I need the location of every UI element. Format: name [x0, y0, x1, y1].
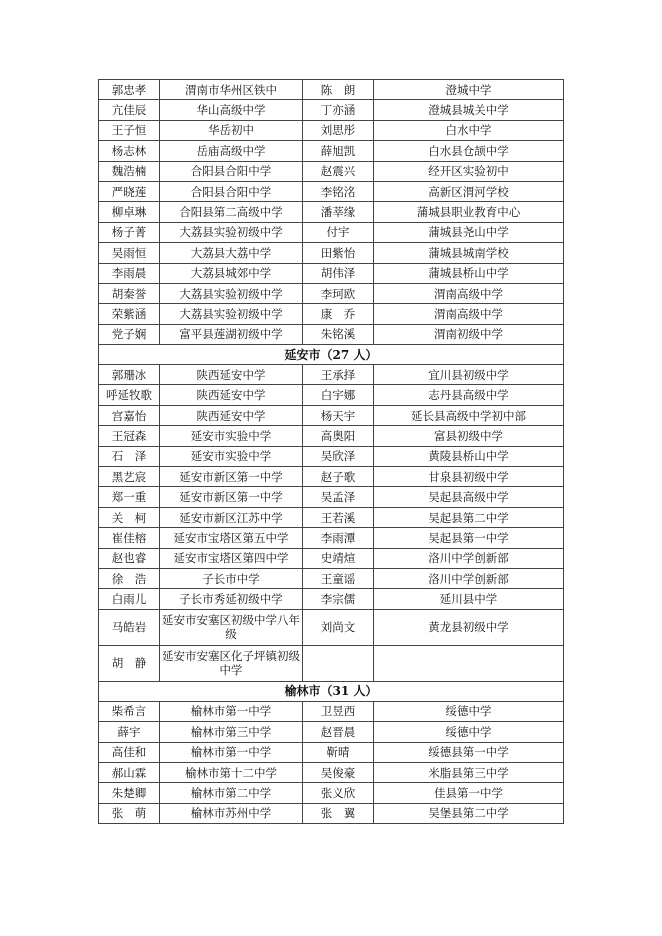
student-name-cell: 郑一重 — [99, 487, 160, 507]
school-name-cell: 榆林市第一中学 — [160, 701, 303, 721]
table-row — [99, 589, 564, 609]
student-name-cell: 李雨晨 — [99, 263, 160, 283]
table-row — [99, 426, 564, 446]
student-name-cell: 马皓岩 — [99, 609, 160, 645]
school-name-cell: 延安市新区江苏中学 — [160, 507, 303, 527]
school-name-cell — [374, 645, 564, 681]
table-row — [99, 304, 564, 324]
student-name-cell: 史靖煊 — [303, 548, 374, 568]
student-name-cell: 张义欣 — [303, 783, 374, 803]
table-row — [99, 161, 564, 181]
table-row — [99, 507, 564, 527]
school-name-cell: 富县初级中学 — [374, 426, 564, 446]
student-table-body — [99, 80, 564, 824]
school-name-cell: 子长市中学 — [160, 568, 303, 588]
student-name-cell: 丁亦涵 — [303, 100, 374, 120]
school-name-cell: 陕西延安中学 — [160, 405, 303, 425]
student-name-cell: 亢佳辰 — [99, 100, 160, 120]
student-name-cell: 李宗儒 — [303, 589, 374, 609]
student-name-cell: 胡秦誉 — [99, 283, 160, 303]
school-name-cell: 高新区渭河学校 — [374, 181, 564, 201]
student-name-cell: 郝山霖 — [99, 762, 160, 782]
student-name-cell: 李铭洺 — [303, 181, 374, 201]
school-name-cell: 延安市宝塔区第四中学 — [160, 548, 303, 568]
student-name-cell: 靳晴 — [303, 742, 374, 762]
school-name-cell: 吴起县第二中学 — [374, 507, 564, 527]
table-row — [99, 202, 564, 222]
student-name-cell: 白宇娜 — [303, 385, 374, 405]
school-name-cell: 华岳初中 — [160, 120, 303, 140]
school-name-cell: 岳庙高级中学 — [160, 141, 303, 161]
school-name-cell: 华山高级中学 — [160, 100, 303, 120]
student-name-cell: 党子娴 — [99, 324, 160, 344]
student-name-cell: 王承择 — [303, 365, 374, 385]
school-name-cell: 合阳县合阳中学 — [160, 181, 303, 201]
student-name-cell: 崔佳榕 — [99, 528, 160, 548]
table-row — [99, 80, 564, 100]
student-name-cell: 王童谣 — [303, 568, 374, 588]
table-row — [99, 141, 564, 161]
table-row — [99, 324, 564, 344]
table-row — [99, 283, 564, 303]
student-name-cell: 石 泽 — [99, 446, 160, 466]
table-row — [99, 548, 564, 568]
student-name-cell: 李雨潭 — [303, 528, 374, 548]
student-name-cell: 胡 静 — [99, 645, 160, 681]
school-name-cell: 佳县第一中学 — [374, 783, 564, 803]
student-name-cell: 杨天宇 — [303, 405, 374, 425]
school-name-cell: 大荔县大荔中学 — [160, 243, 303, 263]
table-row — [99, 100, 564, 120]
school-name-cell: 渭南初级中学 — [374, 324, 564, 344]
student-name-cell: 宫嘉怡 — [99, 405, 160, 425]
student-name-cell: 高佳和 — [99, 742, 160, 762]
school-name-cell: 大荔县实验初级中学 — [160, 222, 303, 242]
table-row — [99, 446, 564, 466]
table-row — [99, 742, 564, 762]
school-name-cell: 洛川中学创新部 — [374, 548, 564, 568]
table-row — [99, 181, 564, 201]
student-name-cell: 刘思彤 — [303, 120, 374, 140]
student-name-cell: 胡伟泽 — [303, 263, 374, 283]
student-name-cell: 王若溪 — [303, 507, 374, 527]
table-row — [99, 222, 564, 242]
table-row — [99, 783, 564, 803]
school-name-cell: 绥德县第一中学 — [374, 742, 564, 762]
table-row — [99, 701, 564, 721]
table-row — [99, 568, 564, 588]
student-name-cell: 田紫怡 — [303, 243, 374, 263]
school-name-cell: 合阳县第二高级中学 — [160, 202, 303, 222]
school-name-cell: 蒲城县职业教育中心 — [374, 202, 564, 222]
school-name-cell: 榆林市第一中学 — [160, 742, 303, 762]
section-header-row — [99, 681, 564, 701]
school-name-cell: 大荔县城郊中学 — [160, 263, 303, 283]
school-name-cell: 延川县中学 — [374, 589, 564, 609]
school-name-cell: 绥德中学 — [374, 701, 564, 721]
student-name-cell: 赵也睿 — [99, 548, 160, 568]
student-name-cell: 卫昱西 — [303, 701, 374, 721]
school-name-cell: 宜川县初级中学 — [374, 365, 564, 385]
table-row — [99, 487, 564, 507]
school-name-cell: 黄陵县桥山中学 — [374, 446, 564, 466]
school-name-cell: 渭南市华州区铁中 — [160, 80, 303, 100]
student-name-cell: 杨子菁 — [99, 222, 160, 242]
student-name-cell: 吴孟泽 — [303, 487, 374, 507]
school-name-cell: 合阳县合阳中学 — [160, 161, 303, 181]
school-name-cell: 延安市新区第一中学 — [160, 487, 303, 507]
table-row — [99, 467, 564, 487]
student-name-cell: 薛旭凯 — [303, 141, 374, 161]
student-name-cell: 柳卓琳 — [99, 202, 160, 222]
school-name-cell: 渭南高级中学 — [374, 283, 564, 303]
school-name-cell: 延安市宝塔区第五中学 — [160, 528, 303, 548]
student-name-cell: 吴俊豪 — [303, 762, 374, 782]
student-name-cell: 郭珊冰 — [99, 365, 160, 385]
section-title: 延安市（27 人） — [99, 345, 564, 365]
school-name-cell: 甘泉县初级中学 — [374, 467, 564, 487]
school-name-cell: 蒲城县桥山中学 — [374, 263, 564, 283]
table-row — [99, 722, 564, 742]
school-name-cell: 榆林市第三中学 — [160, 722, 303, 742]
table-row — [99, 385, 564, 405]
student-name-cell: 张 翼 — [303, 803, 374, 823]
table-row — [99, 762, 564, 782]
school-name-cell: 延安市实验中学 — [160, 446, 303, 466]
student-name-cell — [303, 645, 374, 681]
school-name-cell: 子长市秀延初级中学 — [160, 589, 303, 609]
table-row — [99, 645, 564, 681]
student-name-cell: 关 柯 — [99, 507, 160, 527]
student-name-cell: 赵晋晨 — [303, 722, 374, 742]
school-name-cell: 延长县高级中学初中部 — [374, 405, 564, 425]
student-name-cell: 李珂欧 — [303, 283, 374, 303]
student-name-cell: 薛宇 — [99, 722, 160, 742]
student-table — [98, 79, 564, 824]
student-list-document — [98, 79, 565, 824]
table-row — [99, 263, 564, 283]
table-row — [99, 528, 564, 548]
student-name-cell: 付宇 — [303, 222, 374, 242]
school-name-cell: 延安市安塞区化子坪镇初级中学 — [160, 645, 303, 681]
table-row — [99, 803, 564, 823]
school-name-cell: 延安市实验中学 — [160, 426, 303, 446]
school-name-cell: 榆林市第十二中学 — [160, 762, 303, 782]
student-name-cell: 潘莘缘 — [303, 202, 374, 222]
student-name-cell: 吴欣泽 — [303, 446, 374, 466]
student-name-cell: 康 乔 — [303, 304, 374, 324]
student-name-cell: 荣紫涵 — [99, 304, 160, 324]
student-name-cell: 杨志林 — [99, 141, 160, 161]
school-name-cell: 陕西延安中学 — [160, 365, 303, 385]
school-name-cell: 绥德中学 — [374, 722, 564, 742]
section-title: 榆林市（31 人） — [99, 681, 564, 701]
school-name-cell: 蒲城县城南学校 — [374, 243, 564, 263]
student-name-cell: 朱楚卿 — [99, 783, 160, 803]
school-name-cell: 吴堡县第二中学 — [374, 803, 564, 823]
school-name-cell: 大荔县实验初级中学 — [160, 304, 303, 324]
school-name-cell: 米脂县第三中学 — [374, 762, 564, 782]
school-name-cell: 澄城中学 — [374, 80, 564, 100]
student-name-cell: 黑艺宸 — [99, 467, 160, 487]
school-name-cell: 陕西延安中学 — [160, 385, 303, 405]
student-name-cell: 朱铭溪 — [303, 324, 374, 344]
student-name-cell: 赵震兴 — [303, 161, 374, 181]
student-name-cell: 严晓莲 — [99, 181, 160, 201]
student-name-cell: 王子恒 — [99, 120, 160, 140]
school-name-cell: 蒲城县尧山中学 — [374, 222, 564, 242]
school-name-cell: 吴起县第一中学 — [374, 528, 564, 548]
student-name-cell: 高奥阳 — [303, 426, 374, 446]
student-name-cell: 陈 朗 — [303, 80, 374, 100]
school-name-cell: 志丹县高级中学 — [374, 385, 564, 405]
student-name-cell: 柴希言 — [99, 701, 160, 721]
school-name-cell: 洛川中学创新部 — [374, 568, 564, 588]
school-name-cell: 白水中学 — [374, 120, 564, 140]
school-name-cell: 榆林市第二中学 — [160, 783, 303, 803]
student-name-cell: 赵子歌 — [303, 467, 374, 487]
school-name-cell: 富平县莲湖初级中学 — [160, 324, 303, 344]
school-name-cell: 白水县仓颉中学 — [374, 141, 564, 161]
section-header-row — [99, 345, 564, 365]
table-row — [99, 243, 564, 263]
student-name-cell: 呼延牧歌 — [99, 385, 160, 405]
student-name-cell: 张 萌 — [99, 803, 160, 823]
student-name-cell: 王冠森 — [99, 426, 160, 446]
school-name-cell: 吴起县高级中学 — [374, 487, 564, 507]
student-name-cell: 魏浩楠 — [99, 161, 160, 181]
student-name-cell: 吴雨恒 — [99, 243, 160, 263]
school-name-cell: 大荔县实验初级中学 — [160, 283, 303, 303]
school-name-cell: 经开区实验初中 — [374, 161, 564, 181]
table-row — [99, 609, 564, 645]
school-name-cell: 黄龙县初级中学 — [374, 609, 564, 645]
school-name-cell: 延安市安塞区初级中学八年级 — [160, 609, 303, 645]
student-name-cell: 郭忠孝 — [99, 80, 160, 100]
school-name-cell: 延安市新区第一中学 — [160, 467, 303, 487]
student-name-cell: 徐 浩 — [99, 568, 160, 588]
school-name-cell: 澄城县城关中学 — [374, 100, 564, 120]
school-name-cell: 榆林市苏州中学 — [160, 803, 303, 823]
school-name-cell: 渭南高级中学 — [374, 304, 564, 324]
table-row — [99, 120, 564, 140]
student-name-cell: 白雨儿 — [99, 589, 160, 609]
table-row — [99, 405, 564, 425]
table-row — [99, 365, 564, 385]
student-name-cell: 刘尚文 — [303, 609, 374, 645]
